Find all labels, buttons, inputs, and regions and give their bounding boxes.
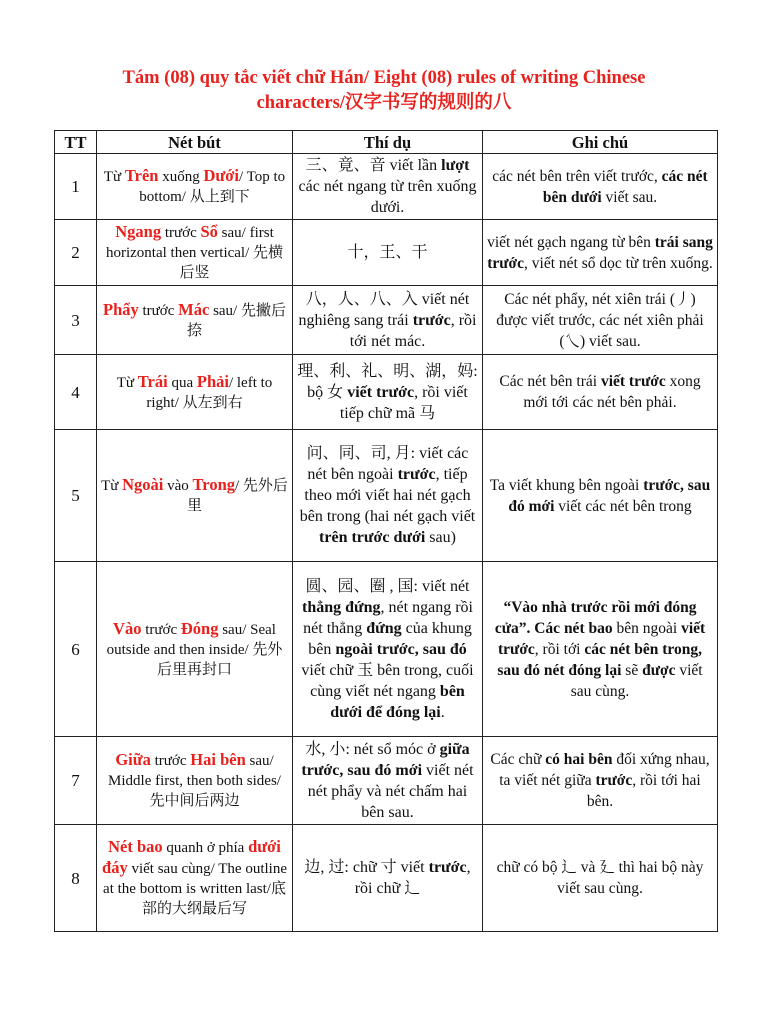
stroke-rule: Ngang trước Sổ sau/ first horizontal then vertical/ 先横后竖 xyxy=(97,220,293,286)
note: Các chữ có hai bên đối xứng nhau, ta viết nét giữa trước, rồi tới hai bên. xyxy=(483,737,718,825)
header-note: Ghi chú xyxy=(483,131,718,154)
example: 边, 过: chữ 寸 viết trước, rồi chữ 辶 xyxy=(293,825,483,932)
note: “Vào nhà trước rồi mới đóng cửa”. Các nét bao bên ngoài viết trước, rồi tới các nét bên trong, sau đó nét đóng lại sẽ được viết sau cùng. xyxy=(483,562,718,737)
example: 问、同、司, 月: viết các nét bên ngoài trước, tiếp theo mới viết hai nét gạch bên trong (hai nét gạch viết trên trước dưới sau) xyxy=(293,430,483,562)
example: 水, 小: nét sổ móc ở giữa trước, sau đó mới viết nét nét phẩy và nét chấm hai bên sau. xyxy=(293,737,483,825)
note: các nét bên trên viết trước, các nét bên dưới viết sau. xyxy=(483,154,718,220)
row-number: 2 xyxy=(55,220,97,286)
table-row xyxy=(55,737,718,825)
row-number: 5 xyxy=(55,430,97,562)
note: viết nét gạch ngang từ bên trái sang trước, viết nét sổ dọc từ trên xuống. xyxy=(483,220,718,286)
table-row xyxy=(55,430,718,562)
stroke-rule: Vào trước Đóng sau/ Seal outside and then inside/ 先外后里再封口 xyxy=(97,562,293,737)
row-number: 6 xyxy=(55,562,97,737)
document-title xyxy=(40,66,728,116)
table-row xyxy=(55,355,718,430)
example: 十，王、干 xyxy=(293,220,483,286)
title-line-2: characters/汉字书写的规则的八 xyxy=(256,93,512,113)
note: Các nét bên trái viết trước xong mới tới các nét bên phải. xyxy=(483,355,718,430)
title-line-1: Tám (08) quy tắc viết chữ Hán/ Eight (08) rules of writing Chinese xyxy=(122,68,646,88)
stroke-rule: Nét bao quanh ở phía dưới đáy viết sau cùng/ The outline at the bottom is written last/底部的大纲最后写 xyxy=(97,825,293,932)
example: 理、利、礼、明、湖，妈: bộ 女 viết trước, rồi viết tiếp chữ mã 马 xyxy=(293,355,483,430)
stroke-rule: Từ Ngoài vào Trong/ 先外后里 xyxy=(97,430,293,562)
rules-table xyxy=(54,130,718,932)
row-number: 7 xyxy=(55,737,97,825)
header-row xyxy=(55,131,718,154)
example: 圆、园、圈 , 国: viết nét thẳng đứng, nét ngang rồi nét thẳng đứng của khung bên ngoài trước, sau đó viết chữ 玉 bên trong, cuối cùng viết nét ngang bên dưới để đóng lại. xyxy=(293,562,483,737)
row-number: 4 xyxy=(55,355,97,430)
note: Ta viết khung bên ngoài trước, sau đó mới viết các nét bên trong xyxy=(483,430,718,562)
table-row xyxy=(55,154,718,220)
table-row xyxy=(55,220,718,286)
stroke-rule: Từ Trên xuống Dưới/ Top to bottom/ 从上到下 xyxy=(97,154,293,220)
header-stroke: Nét bút xyxy=(97,131,293,154)
row-number: 3 xyxy=(55,286,97,355)
row-number: 8 xyxy=(55,825,97,932)
stroke-rule: Giữa trước Hai bên sau/ Middle first, then both sides/ 先中间后两边 xyxy=(97,737,293,825)
table-row xyxy=(55,825,718,932)
note: Các nét phẩy, nét xiên trái (丿) được viết trước, các nét xiên phải (乀) viết sau. xyxy=(483,286,718,355)
header-tt: TT xyxy=(55,131,97,154)
note: chữ có bộ 辶 và 廴 thì hai bộ này viết sau cùng. xyxy=(483,825,718,932)
table-row xyxy=(55,286,718,355)
example: 八，人、八、入 viết nét nghiêng sang trái trước, rồi tới nét mác. xyxy=(293,286,483,355)
example: 三、竟、音 viết lần lượt các nét ngang từ trên xuống dưới. xyxy=(293,154,483,220)
table-row xyxy=(55,562,718,737)
row-number: 1 xyxy=(55,154,97,220)
header-example: Thí dụ xyxy=(293,131,483,154)
stroke-rule: Phẩy trước Mác sau/ 先撇后捺 xyxy=(97,286,293,355)
stroke-rule: Từ Trái qua Phải/ left to right/ 从左到右 xyxy=(97,355,293,430)
